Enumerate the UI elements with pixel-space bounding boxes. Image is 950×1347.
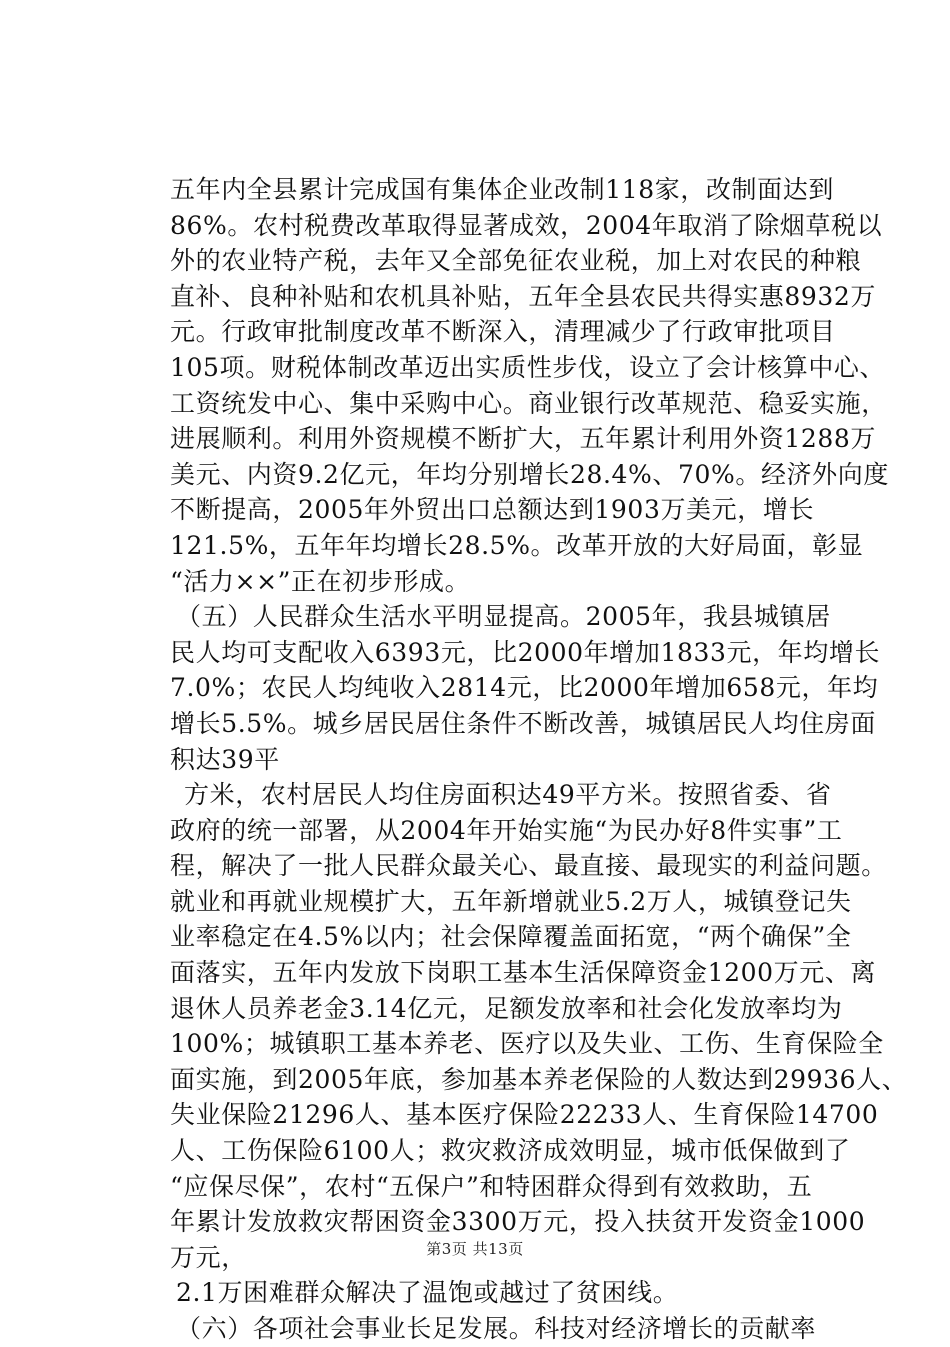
text-line: 程，解决了一批人民群众最关心、最直接、最现实的利益问题。 [170,851,887,881]
text-line: 进展顺利。利用外资规模不断扩大，五年累计利用外资1288万 [170,424,877,454]
text-line: 年累计发放救灾帮困资金3300万元，投入扶贫开发资金1000 [170,1207,866,1237]
text-line: “活力××”正在初步形成。 [170,566,471,596]
text-line: 121.5%，五年年均增长28.5%。改革开放的大好局面，彰显 [170,530,864,560]
text-line: 业率稳定在4.5%以内；社会保障覆盖面拓宽，“两个确保”全 [170,922,852,952]
text-line: 增长5.5%。城乡居民居住条件不断改善，城镇居民人均住房面 [170,708,876,738]
text-line: 外的农业特产税，去年又全部免征农业税，加上对农民的种粮 [170,246,862,276]
text-line: 退休人员养老金3.14亿元，足额发放率和社会化发放率均为 [170,993,843,1023]
text-line: 面实施，到2005年底，参加基本养老保险的人数达到29936人、 [170,1064,908,1094]
text-line: 政府的统一部署，从2004年开始实施“为民办好8件实事”工 [170,815,843,845]
text-line: 100%；城镇职工基本养老、医疗以及失业、工伤、生育保险全 [170,1029,884,1059]
text-line: 2.1万困难群众解决了温饱或越过了贫困线。 [176,1278,679,1308]
text-line: 不断提高，2005年外贸出口总额达到1903万美元，增长 [170,495,815,525]
text-line: 方米，农村居民人均住房面积达49平方米。按照省委、省 [184,780,832,810]
text-line: 美元、内资9.2亿元，年均分别增长28.4%、70%。经济外向度 [170,459,889,489]
text-line: 人、工伤保险6100人；救灾救济成效明显，城市低保做到了 [170,1136,851,1166]
section-heading-line: （六）各项社会事业长足发展。科技对经济增长的贡献率 [176,1314,817,1343]
text-line: 86%。农村税费改革取得显著成效，2004年取消了除烟草税以 [170,210,883,240]
text-line: 面落实，五年内发放下岗职工基本生活保障资金1200万元、离 [170,958,877,988]
text-line: 元。行政审批制度改革不断深入，清理减少了行政审批项目 [170,317,836,347]
text-line: 直补、良种补贴和农机具补贴，五年全县农民共得实惠8932万 [170,281,877,311]
text-line: “应保尽保”，农村“五保户”和特困群众得到有效救助，五 [170,1171,813,1201]
text-line: 105项。财税体制改革迈出实质性步伐，设立了会计核算中心、 [170,352,886,382]
section-heading-line: （五）人民群众生活水平明显提高。2005年，我县城镇居 [176,602,831,632]
text-line: 五年内全县累计完成国有集体企业改制118家，改制面达到 [170,175,834,204]
document-body [170,172,908,1347]
text-line: 工资统发中心、集中采购中心。商业银行改革规范、稳妥实施， [170,388,887,418]
text-line: 就业和再就业规模扩大，五年新增就业5.2万人，城镇登记失 [170,886,852,916]
text-line: 民人均可支配收入6393元，比2000年增加1833元，年均增长 [170,637,881,667]
page-number-footer: 第3页 共13页 [426,1240,524,1258]
text-line: 7.0%；农民人均纯收入2814元，比2000年增加658元，年均 [170,673,879,703]
text-line: 积达39平 [170,744,280,774]
text-line: 失业保险21296人、基本医疗保险22233人、生育保险14700 [170,1100,879,1130]
text-line: 万元， [170,1242,247,1272]
